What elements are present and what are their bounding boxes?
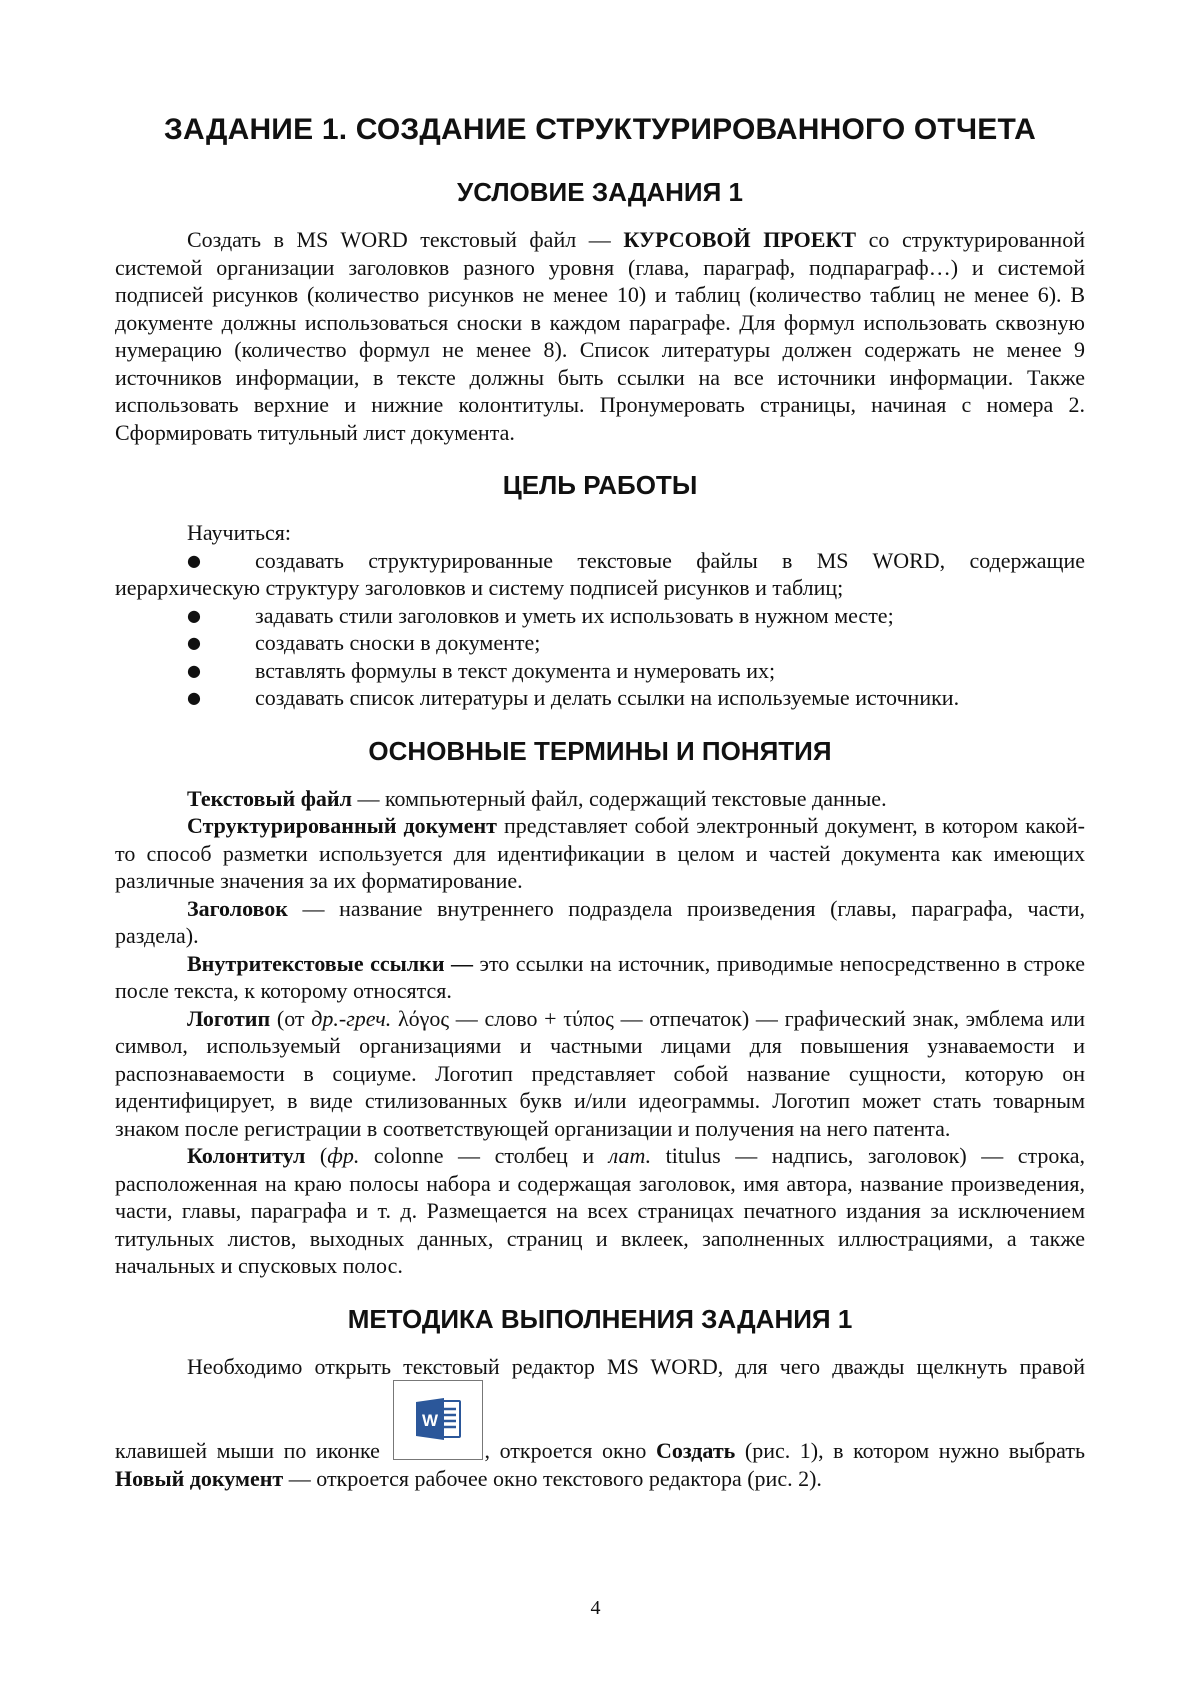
paragraph-condition (115, 226, 1085, 446)
term-label: Текстовый файл (187, 785, 352, 811)
list-item-text: задавать стили заголовков и уметь их использовать в нужном месте; (255, 602, 894, 628)
term-text-file (115, 785, 1085, 813)
method-text-4: — откроется рабочее окно текстового редактора (рис. 2). (283, 1465, 822, 1491)
list-item-text: создавать список литературы и делать ссылки на используемые источники. (255, 685, 960, 710)
heading-method: МЕТОДИКА ВЫПОЛНЕНИЯ ЗАДАНИЯ 1 (347, 1303, 853, 1334)
heading-terms: ОСНОВНЫЕ ТЕРМИНЫ И ПОНЯТИЯ (368, 735, 832, 766)
ms-word-icon-graphic (414, 1395, 462, 1443)
method-text-2: , откроется окно (484, 1438, 656, 1463)
bullet-icon: ● (187, 660, 201, 680)
term-running-title (115, 1142, 1085, 1280)
term-definition-part: λόγος — слово + τύπος — отпечаток) — графический знак, эмблема или символ, используемый организациями и частными лицами для повышения узнаваемости и распознаваемости в социуме. Логотип представляет собой название сущности, которую он идентифицирует, в виде стилизованных букв и/или идеограммы. Логотип может стать товарным знаком после регистрации в соответствующей организации и получения на него патента. (115, 1005, 1085, 1141)
bullet-icon: ● (187, 605, 201, 625)
condition-text-1: Создать в MS WORD текстовый файл — (187, 227, 624, 252)
term-definition-part: (от (270, 1005, 312, 1031)
term-label: Колонтитул (187, 1143, 306, 1168)
condition-bold-project: КУРСОВОЙ ПРОЕКТ (623, 227, 857, 252)
list-item-text: создавать сноски в документе; (255, 630, 541, 655)
list-item (115, 684, 1085, 712)
bullet-icon: ● (187, 550, 201, 570)
paragraph-method (115, 1353, 1085, 1493)
list-item-text: создавать структурированные текстовые файлы в MS WORD, содержащие иерархическую структуру заголовков и систему подписей рисунков и таблиц; (115, 547, 1085, 600)
bullet-icon: ● (187, 633, 201, 652)
ms-word-icon (393, 1380, 483, 1460)
term-heading (115, 895, 1085, 950)
term-abbrev: лат. (608, 1143, 652, 1168)
term-label: Логотип (187, 1005, 271, 1031)
page-title: ЗАДАНИЕ 1. СОЗДАНИЕ СТРУКТУРИРОВАННОГО ОТЧЕТА (164, 113, 1036, 146)
term-definition: — название внутреннего подраздела произведения (главы, параграфа, части, раздела). (115, 895, 1085, 948)
goal-bullet-list (115, 547, 1085, 712)
term-label: Заголовок (187, 895, 288, 921)
term-inline-links (115, 950, 1085, 1005)
term-label: Структурированный документ (187, 813, 497, 838)
page-number: 4 (590, 1597, 601, 1619)
term-abbrev: др.-греч. (311, 1005, 392, 1031)
method-text-1: Необходимо открыть текстовый редактор MS WORD, для чего дважды щелкнуть правой клавишей мыши по иконке (115, 1353, 1085, 1463)
term-abbrev: фр. (327, 1143, 360, 1168)
bullet-icon: ● (187, 688, 201, 707)
term-definition-part: colonne — столбец и (359, 1143, 609, 1168)
list-item (115, 657, 1085, 685)
method-text-3: (рис. 1), в котором нужно выбрать (735, 1438, 1085, 1463)
term-definition: представляет собой электронный документ, в котором какой-то способ разметки используется для идентификации в целом и частей документа как имеющих различные значения за их форматирование. (115, 813, 1085, 893)
term-definition-part: ( (305, 1143, 328, 1168)
heading-goal: ЦЕЛЬ РАБОТЫ (502, 470, 698, 500)
term-definition-part: titulus — надпись, заголовок) — строка, расположенная на краю полосы набора и содержащая заголовок, имя автора, название произведения, части, главы, параграфа и т. д. Размещается на всех страницах печатного издания за исключением титульных листов, выходных данных, страниц и вклеек, заполненных иллюстрациями, а также начальных и спусковых полос. (115, 1143, 1086, 1278)
method-bold-new-document: Новый документ (115, 1465, 284, 1491)
term-definition: — компьютерный файл, содержащий текстовые данные. (351, 785, 887, 811)
list-item-text: вставлять формулы в текст документа и нумеровать их; (255, 657, 776, 683)
method-bold-create: Создать (655, 1438, 736, 1463)
term-definition: это ссылки на источник, приводимые непосредственно в строке после текста, к которому относятся. (115, 950, 1085, 1003)
list-item (115, 602, 1085, 630)
page-content (115, 110, 1085, 1492)
term-label: Внутритекстовые ссылки — (187, 950, 474, 976)
goal-intro: Научиться: (187, 520, 292, 545)
list-item (115, 547, 1085, 602)
term-structured-document (115, 812, 1085, 895)
term-logo (115, 1005, 1085, 1143)
ms-word-icon-letter: W (421, 1411, 438, 1430)
condition-text-2: со структурированной системой организации заголовков разного уровня (глава, параграф, подпараграф…) и системой подписей рисунков (количество рисунков не менее 10) и таблиц (количество таблиц не менее 6). В документе должны использоваться сноски в каждом параграфе. Для формул использовать сквозную нумерацию (количество формул не менее 8). Список литературы должен содержать не менее 9 источников информации, в тексте должны быть ссылки на все источники информации. Также использовать верхние и нижние колонтитулы. Пронумеровать страницы, начиная с номера 2. Сформировать титульный лист документа. (115, 227, 1085, 445)
list-item (115, 629, 1085, 657)
heading-condition: УСЛОВИЕ ЗАДАНИЯ 1 (457, 177, 743, 207)
